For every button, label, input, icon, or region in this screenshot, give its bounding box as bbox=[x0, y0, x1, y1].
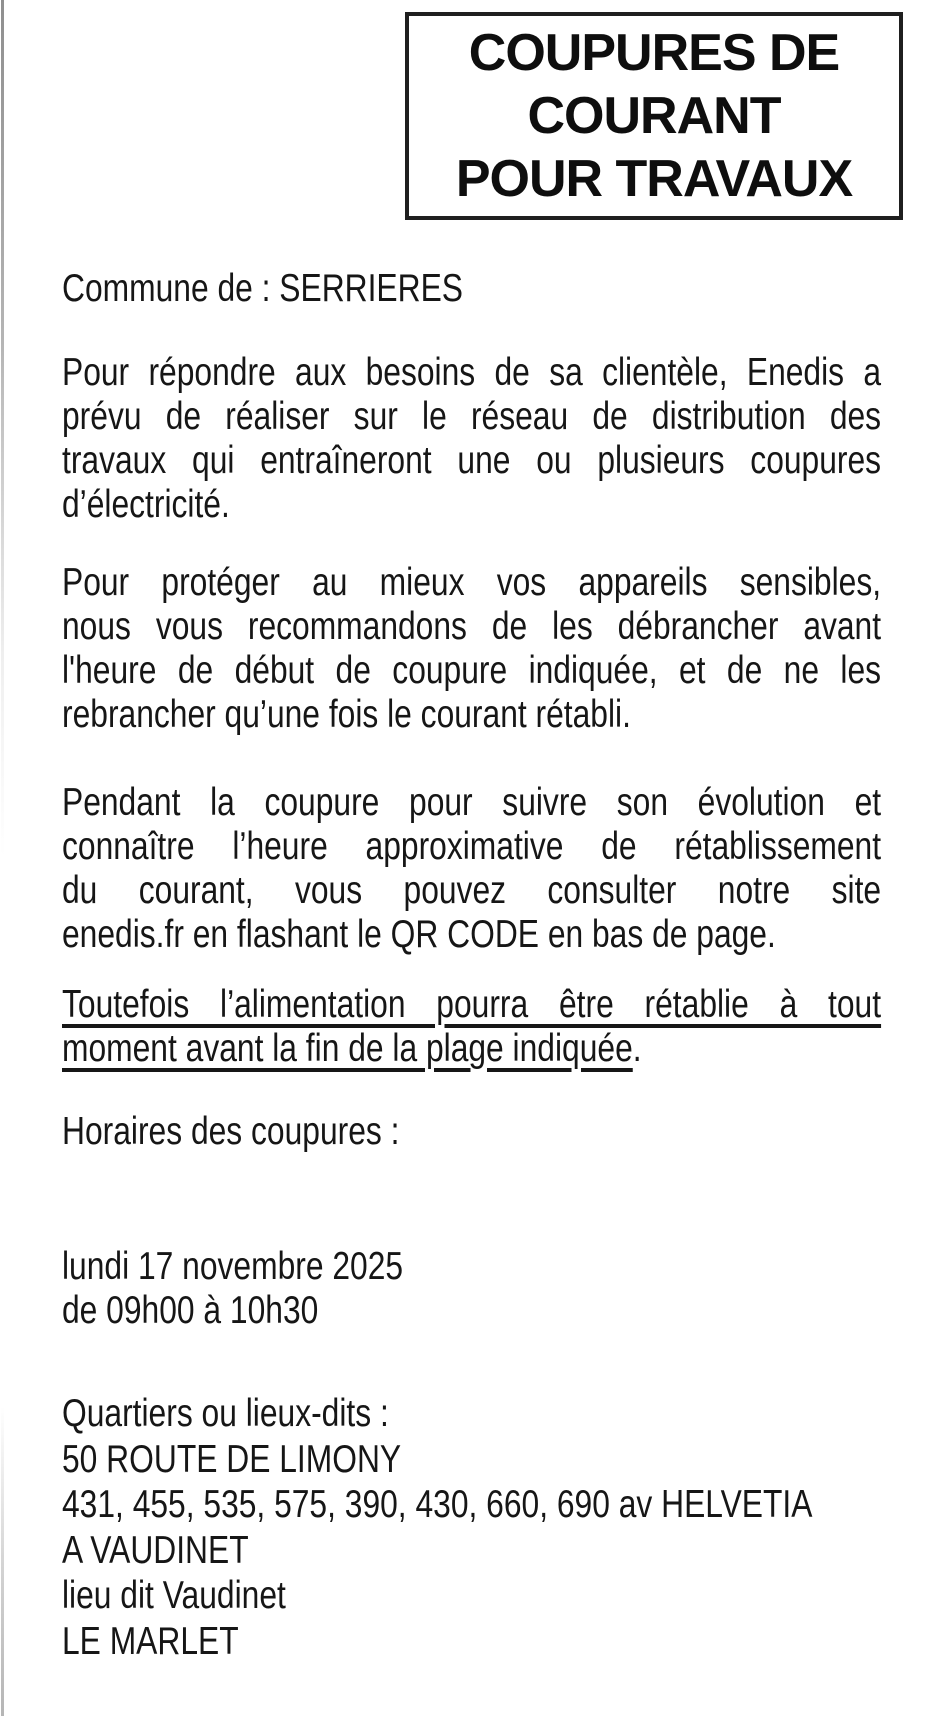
text-line: prévu de réaliser sur le réseau de distribution des bbox=[62, 395, 882, 438]
schedule-date: lundi 17 novembre 2025 bbox=[62, 1245, 404, 1288]
location-item: lieu dit Vaudinet bbox=[62, 1574, 286, 1617]
underlined-text: moment avant la fin de la plage indiquée bbox=[62, 1027, 633, 1070]
notice-title-box bbox=[405, 12, 903, 220]
text-line: d’électricité. bbox=[62, 483, 230, 526]
text-line bbox=[62, 983, 881, 1027]
notice-title-line: POUR TRAVAUX bbox=[455, 149, 853, 208]
locations-block bbox=[62, 1391, 881, 1664]
text-line: enedis.fr en flashant le QR CODE en bas de page. bbox=[62, 913, 776, 956]
text-line: Pendant la coupure pour suivre son évolution et bbox=[62, 781, 882, 824]
location-item: 50 ROUTE DE LIMONY bbox=[62, 1437, 402, 1481]
schedule-block bbox=[62, 1245, 881, 1333]
text-line: connaître l’heure approximative de rétablissement bbox=[62, 825, 882, 868]
schedule-time: de 09h00 à 10h30 bbox=[62, 1289, 319, 1332]
underlined-text: Toutefois l’alimentation pourra être rétablie à tout bbox=[62, 983, 882, 1026]
paragraph-advice bbox=[62, 561, 881, 737]
schedule-heading-label: Horaires des coupures : bbox=[62, 1110, 400, 1153]
schedule-heading bbox=[62, 1110, 881, 1154]
text-line: Pour protéger au mieux vos appareils sensibles, bbox=[62, 561, 882, 604]
paragraph-intro bbox=[62, 351, 881, 527]
location-item: LE MARLET bbox=[62, 1619, 239, 1663]
text-line bbox=[62, 1027, 881, 1071]
commune-line bbox=[62, 267, 881, 311]
notice-title-line: COURANT bbox=[527, 86, 781, 145]
location-item: A VAUDINET bbox=[62, 1528, 249, 1572]
scan-edge-artifact bbox=[1, 0, 4, 1716]
commune-label: Commune de : SERRIERES bbox=[62, 267, 463, 310]
sentence-period: . bbox=[632, 1027, 642, 1070]
locations-heading: Quartiers ou lieux-dits : bbox=[62, 1392, 389, 1435]
text-line: l'heure de début de coupure indiquée, et de ne les bbox=[62, 649, 882, 692]
text-line: Pour répondre aux besoins de sa clientèle, Enedis a bbox=[62, 351, 882, 394]
text-line: du courant, vous pouvez consulter notre site bbox=[62, 869, 882, 912]
location-item: 431, 455, 535, 575, 390, 430, 660, 690 av HELVETIA bbox=[62, 1483, 813, 1526]
text-line: rebrancher qu’une fois le courant rétabli. bbox=[62, 693, 631, 736]
paragraph-warning-underlined bbox=[62, 983, 881, 1071]
text-line: travaux qui entraîneront une ou plusieurs coupures bbox=[62, 439, 882, 482]
notice-title-line: COUPURES DE bbox=[468, 23, 840, 82]
paragraph-tracking bbox=[62, 781, 881, 957]
text-line: nous vous recommandons de les débrancher avant bbox=[62, 605, 882, 648]
